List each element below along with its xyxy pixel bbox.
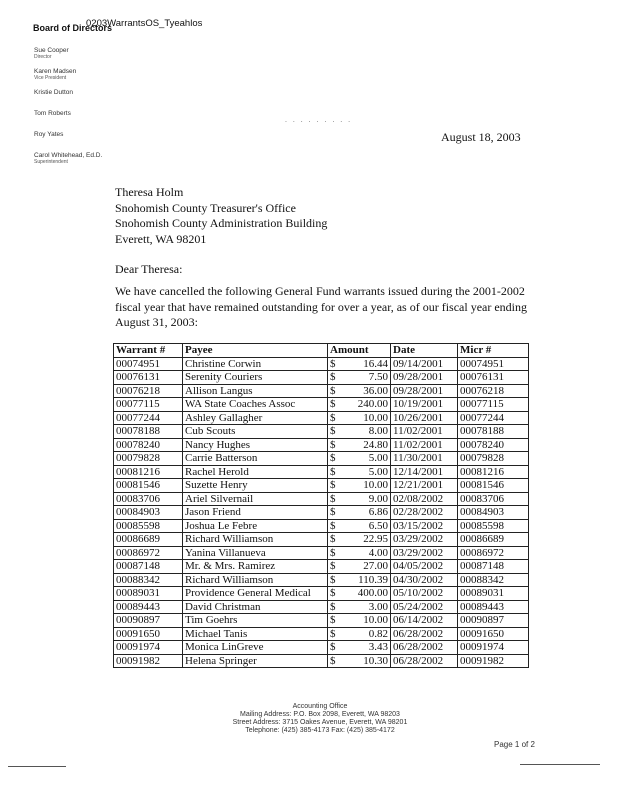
warrant-number: 00088342 [114, 573, 183, 587]
amount-value: 10.00 [363, 411, 388, 424]
warrant-number: 00091974 [114, 641, 183, 655]
amount-cell [328, 587, 391, 601]
warrant-number: 00079828 [114, 452, 183, 466]
micr-number: 00077244 [458, 411, 529, 425]
issue-date: 06/28/2002 [391, 627, 458, 641]
warrant-number: 00089443 [114, 600, 183, 614]
salutation: Dear Theresa: [115, 262, 183, 276]
amount-value: 22.95 [363, 533, 388, 546]
micr-number: 00079828 [458, 452, 529, 466]
micr-number: 00085598 [458, 519, 529, 533]
warrant-number: 00074951 [114, 357, 183, 371]
table-row [114, 587, 529, 601]
issue-date: 05/10/2002 [391, 587, 458, 601]
warrant-number: 00077244 [114, 411, 183, 425]
table-row [114, 546, 529, 560]
payee-name: David Christman [183, 600, 328, 614]
table-row [114, 357, 529, 371]
issue-date: 06/28/2002 [391, 654, 458, 668]
recipient-name: Theresa Holm [115, 185, 184, 199]
divider [8, 766, 66, 767]
issue-date: 10/26/2001 [391, 411, 458, 425]
warrant-number: 00087148 [114, 560, 183, 574]
amount-value: 8.00 [368, 425, 388, 438]
amount-cell [328, 506, 391, 520]
amount-value: 3.00 [368, 600, 388, 613]
amount-value: 9.00 [368, 492, 388, 505]
micr-number: 00074951 [458, 357, 529, 371]
issue-date: 12/21/2001 [391, 479, 458, 493]
currency-symbol: $ [330, 492, 336, 505]
board-member-list [34, 47, 124, 173]
board-member-name: Sue Cooper [34, 47, 69, 54]
table-row [114, 614, 529, 628]
currency-symbol: $ [330, 546, 336, 559]
warrant-number: 00076218 [114, 384, 183, 398]
warrant-number: 00078188 [114, 425, 183, 439]
micr-number: 00091974 [458, 641, 529, 655]
amount-cell [328, 492, 391, 506]
issue-date: 06/14/2002 [391, 614, 458, 628]
amount-value: 7.50 [368, 371, 388, 384]
board-member-name: Carol Whitehead, Ed.D. [34, 152, 103, 159]
currency-symbol: $ [330, 452, 336, 465]
footer-address [200, 703, 440, 735]
board-member [34, 152, 124, 173]
payee-name: Yanina Villanueva [183, 546, 328, 560]
currency-symbol: $ [330, 438, 336, 451]
warrant-number: 00078240 [114, 438, 183, 452]
document-header-note: 0203WarrantsOS_Tyeahlos [86, 18, 203, 29]
amount-value: 240.00 [357, 398, 388, 411]
payee-name: Cub Scouts [183, 425, 328, 439]
payee-name: Helena Springer [183, 654, 328, 668]
amount-value: 5.00 [368, 465, 388, 478]
column-header-date: Date [391, 344, 458, 358]
warrant-table [113, 343, 529, 668]
amount-cell [328, 627, 391, 641]
amount-cell [328, 533, 391, 547]
amount-cell [328, 573, 391, 587]
payee-name: Ariel Silvernail [183, 492, 328, 506]
issue-date: 03/29/2002 [391, 546, 458, 560]
currency-symbol: $ [330, 654, 336, 667]
payee-name: Rachel Herold [183, 465, 328, 479]
page-number: Page 1 of 2 [494, 740, 535, 749]
amount-cell [328, 654, 391, 668]
payee-name: Providence General Medical [183, 587, 328, 601]
board-member-role: Vice President [34, 75, 67, 81]
micr-number: 00091650 [458, 627, 529, 641]
warrant-number: 00081546 [114, 479, 183, 493]
currency-symbol: $ [330, 533, 336, 546]
currency-symbol: $ [330, 587, 336, 600]
warrant-table-body [114, 357, 529, 668]
warrant-number: 00086972 [114, 546, 183, 560]
currency-symbol: $ [330, 519, 336, 532]
divider-dots: . . . . . . . . . [285, 117, 353, 124]
table-row [114, 479, 529, 493]
micr-number: 00078240 [458, 438, 529, 452]
amount-cell [328, 371, 391, 385]
payee-name: Allison Langus [183, 384, 328, 398]
warrant-number: 00085598 [114, 519, 183, 533]
amount-value: 24.80 [363, 438, 388, 451]
payee-name: Mr. & Mrs. Ramirez [183, 560, 328, 574]
board-title: Board of Directors [33, 23, 113, 33]
board-member-name: Tom Roberts [34, 110, 71, 117]
table-row [114, 627, 529, 641]
amount-cell [328, 384, 391, 398]
amount-value: 0.82 [368, 627, 388, 640]
amount-cell [328, 438, 391, 452]
micr-number: 00086689 [458, 533, 529, 547]
issue-date: 06/28/2002 [391, 641, 458, 655]
currency-symbol: $ [330, 560, 336, 573]
table-row [114, 600, 529, 614]
payee-name: Suzette Henry [183, 479, 328, 493]
warrant-number: 00077115 [114, 398, 183, 412]
micr-number: 00089031 [458, 587, 529, 601]
table-header-row [114, 344, 529, 358]
amount-value: 36.00 [363, 384, 388, 397]
payee-name: Joshua Le Febre [183, 519, 328, 533]
recipient-office: Snohomish County Treasurer's Office [115, 200, 296, 215]
payee-name: Nancy Hughes [183, 438, 328, 452]
amount-cell [328, 398, 391, 412]
warrant-number: 00086689 [114, 533, 183, 547]
payee-name: Serenity Couriers [183, 371, 328, 385]
column-header-payee: Payee [183, 344, 328, 358]
amount-value: 110.39 [358, 573, 388, 586]
issue-date: 09/28/2001 [391, 384, 458, 398]
warrant-number: 00091650 [114, 627, 183, 641]
issue-date: 10/19/2001 [391, 398, 458, 412]
amount-cell [328, 614, 391, 628]
micr-number: 00078188 [458, 425, 529, 439]
amount-cell [328, 560, 391, 574]
table-row [114, 533, 529, 547]
issue-date: 02/08/2002 [391, 492, 458, 506]
currency-symbol: $ [330, 465, 336, 478]
table-row [114, 641, 529, 655]
column-header-amount: Amount [328, 344, 391, 358]
warrant-number: 00084903 [114, 506, 183, 520]
amount-value: 10.00 [363, 614, 388, 627]
warrant-number: 00076131 [114, 371, 183, 385]
currency-symbol: $ [330, 614, 336, 627]
letter-body: We have cancelled the following General Fund warrants issued during the 2001-2002 fiscal year that have remained outstanding for over a year, as of our fiscal year ending August 31, 2003: [115, 284, 528, 329]
payee-name: Richard Williamson [183, 533, 328, 547]
warrant-number: 00091982 [114, 654, 183, 668]
issue-date: 09/14/2001 [391, 357, 458, 371]
table-row [114, 654, 529, 668]
currency-symbol: $ [330, 479, 336, 492]
footer-phone: Telephone: (425) 385-4173 Fax: (425) 385-4172 [245, 727, 395, 734]
micr-number: 00076131 [458, 371, 529, 385]
table-row [114, 519, 529, 533]
amount-cell [328, 479, 391, 493]
micr-number: 00081216 [458, 465, 529, 479]
micr-number: 00083706 [458, 492, 529, 506]
payee-name: Richard Williamson [183, 573, 328, 587]
table-row [114, 506, 529, 520]
recipient-city: Everett, WA 98201 [115, 231, 207, 246]
amount-cell [328, 465, 391, 479]
amount-value: 3.43 [368, 641, 388, 654]
issue-date: 09/28/2001 [391, 371, 458, 385]
board-member [34, 110, 124, 131]
warrant-number: 00081216 [114, 465, 183, 479]
table-row [114, 398, 529, 412]
issue-date: 04/30/2002 [391, 573, 458, 587]
micr-number: 00088342 [458, 573, 529, 587]
currency-symbol: $ [330, 398, 336, 411]
board-member [34, 131, 124, 152]
table-row [114, 384, 529, 398]
payee-name: Christine Corwin [183, 357, 328, 371]
micr-number: 00091982 [458, 654, 529, 668]
warrant-number: 00090897 [114, 614, 183, 628]
table-row [114, 573, 529, 587]
amount-cell [328, 452, 391, 466]
currency-symbol: $ [330, 384, 336, 397]
payee-name: Tim Goehrs [183, 614, 328, 628]
amount-value: 6.86 [368, 506, 388, 519]
board-member-name: Roy Yates [34, 131, 64, 138]
payee-name: WA State Coaches Assoc [183, 398, 328, 412]
board-member-name: Kristie Dutton [34, 89, 74, 96]
table-row [114, 560, 529, 574]
issue-date: 11/02/2001 [391, 425, 458, 439]
issue-date: 11/02/2001 [391, 438, 458, 452]
warrant-number: 00083706 [114, 492, 183, 506]
micr-number: 00090897 [458, 614, 529, 628]
footer-street: Street Address: 3715 Oakes Avenue, Everett, WA 98201 [232, 719, 408, 726]
amount-cell [328, 641, 391, 655]
footer-office: Accounting Office [292, 703, 348, 710]
micr-number: 00081546 [458, 479, 529, 493]
board-member-role: Director [34, 54, 52, 60]
currency-symbol: $ [330, 371, 336, 384]
amount-value: 5.00 [368, 452, 388, 465]
recipient-address [115, 185, 327, 247]
column-header-warrant: Warrant # [114, 344, 183, 358]
issue-date: 03/29/2002 [391, 533, 458, 547]
column-header-micr: Micr # [458, 344, 529, 358]
issue-date: 03/15/2002 [391, 519, 458, 533]
table-row [114, 438, 529, 452]
divider [520, 764, 600, 765]
table-row [114, 452, 529, 466]
micr-number: 00077115 [458, 398, 529, 412]
micr-number: 00084903 [458, 506, 529, 520]
amount-value: 10.30 [363, 654, 388, 667]
board-member [34, 89, 124, 110]
issue-date: 11/30/2001 [391, 452, 458, 466]
currency-symbol: $ [330, 506, 336, 519]
board-member [34, 68, 124, 89]
amount-cell [328, 519, 391, 533]
issue-date: 02/28/2002 [391, 506, 458, 520]
payee-name: Monica LinGreve [183, 641, 328, 655]
board-member-role: Superintendent [34, 159, 68, 165]
issue-date: 05/24/2002 [391, 600, 458, 614]
micr-number: 00089443 [458, 600, 529, 614]
letter-date: August 18, 2003 [441, 130, 521, 144]
amount-cell [328, 600, 391, 614]
payee-name: Jason Friend [183, 506, 328, 520]
micr-number: 00086972 [458, 546, 529, 560]
amount-value: 27.00 [363, 560, 388, 573]
amount-cell [328, 357, 391, 371]
amount-cell [328, 411, 391, 425]
table-row [114, 411, 529, 425]
issue-date: 04/05/2002 [391, 560, 458, 574]
amount-value: 16.44 [363, 357, 388, 370]
board-member [34, 47, 124, 68]
currency-symbol: $ [330, 425, 336, 438]
amount-cell [328, 425, 391, 439]
amount-cell [328, 546, 391, 560]
payee-name: Carrie Batterson [183, 452, 328, 466]
currency-symbol: $ [330, 573, 336, 586]
currency-symbol: $ [330, 357, 336, 370]
footer-mailing: Mailing Address: P.O. Box 2098, Everett, WA 98203 [240, 711, 400, 718]
currency-symbol: $ [330, 411, 336, 424]
table-row [114, 425, 529, 439]
payee-name: Michael Tanis [183, 627, 328, 641]
amount-value: 10.00 [363, 479, 388, 492]
currency-symbol: $ [330, 600, 336, 613]
table-row [114, 465, 529, 479]
warrant-number: 00089031 [114, 587, 183, 601]
micr-number: 00087148 [458, 560, 529, 574]
amount-value: 4.00 [368, 546, 388, 559]
table-row [114, 492, 529, 506]
micr-number: 00076218 [458, 384, 529, 398]
table-row [114, 371, 529, 385]
payee-name: Ashley Gallagher [183, 411, 328, 425]
amount-value: 6.50 [368, 519, 388, 532]
amount-value: 400.00 [357, 587, 388, 600]
board-member-name: Karen Madsen [34, 68, 77, 75]
issue-date: 12/14/2001 [391, 465, 458, 479]
currency-symbol: $ [330, 627, 336, 640]
currency-symbol: $ [330, 641, 336, 654]
recipient-building: Snohomish County Administration Building [115, 216, 328, 230]
